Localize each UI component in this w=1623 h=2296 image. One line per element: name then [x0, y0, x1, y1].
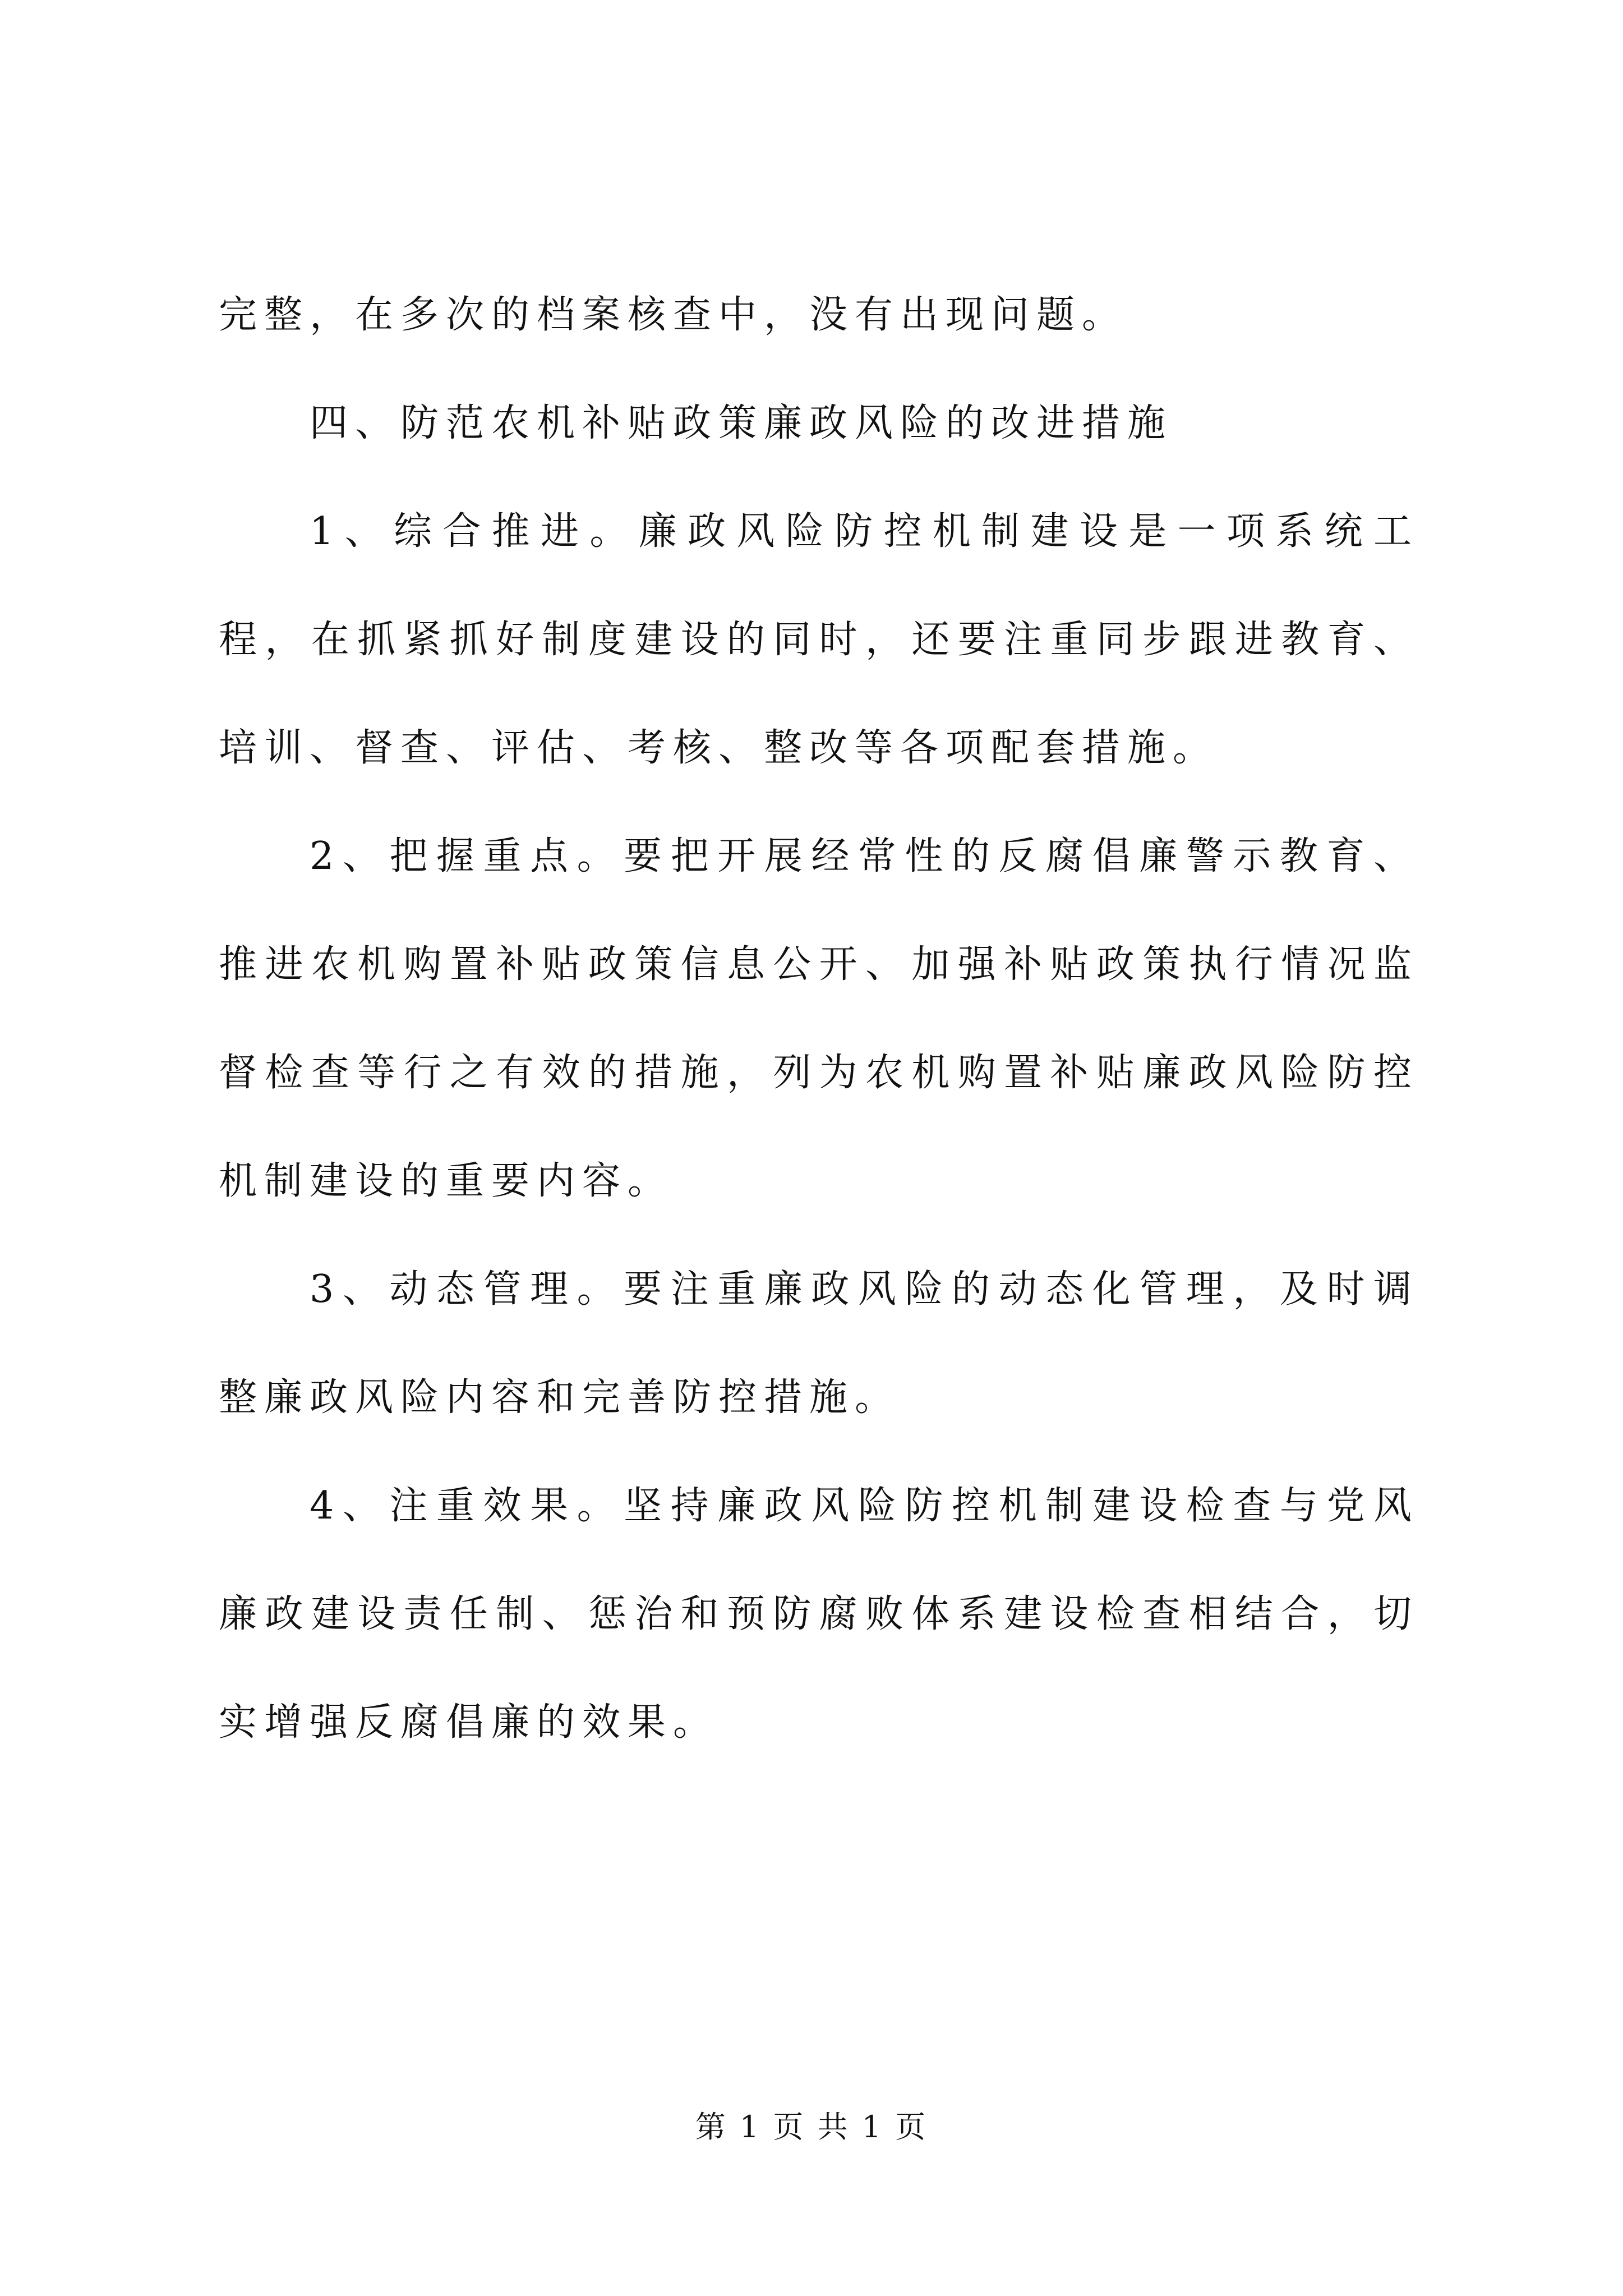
page-number-footer: 第 1 页 共 1 页 [695, 2109, 928, 2145]
paragraph-item-3: 3、动态管理。要注重廉政风险的动态化管理，及时调整廉政风险内容和完善防控措施。 [219, 1267, 1419, 1420]
paragraph-item-4: 4、注重效果。坚持廉政风险防控机制建设检查与党风廉政建设责任制、惩治和预防腐败体系建设检查相结合，切实增强反腐倡廉的效果。 [219, 1484, 1419, 1745]
paragraph-item-1: 1、综合推进。廉政风险防控机制建设是一项系统工程，在抓紧抓好制度建设的同时，还要注重同步跟进教育、培训、督查、评估、考核、整改等各项配套措施。 [219, 509, 1419, 770]
paragraph-item-2: 2、把握重点。要把开展经常性的反腐倡廉警示教育、推进农机购置补贴政策信息公开、加强补贴政策执行情况监督检查等行之有效的措施，列为农机购置补贴廉政风险防控机制建设的重要内容。 [219, 834, 1419, 1203]
document-body [219, 261, 1419, 1777]
section-heading: 四、防范农机补贴政策廉政风险的改进措施 [310, 401, 1173, 445]
paragraph-continuation: 完整，在多次的档案核查中，没有出现问题。 [219, 293, 1128, 337]
